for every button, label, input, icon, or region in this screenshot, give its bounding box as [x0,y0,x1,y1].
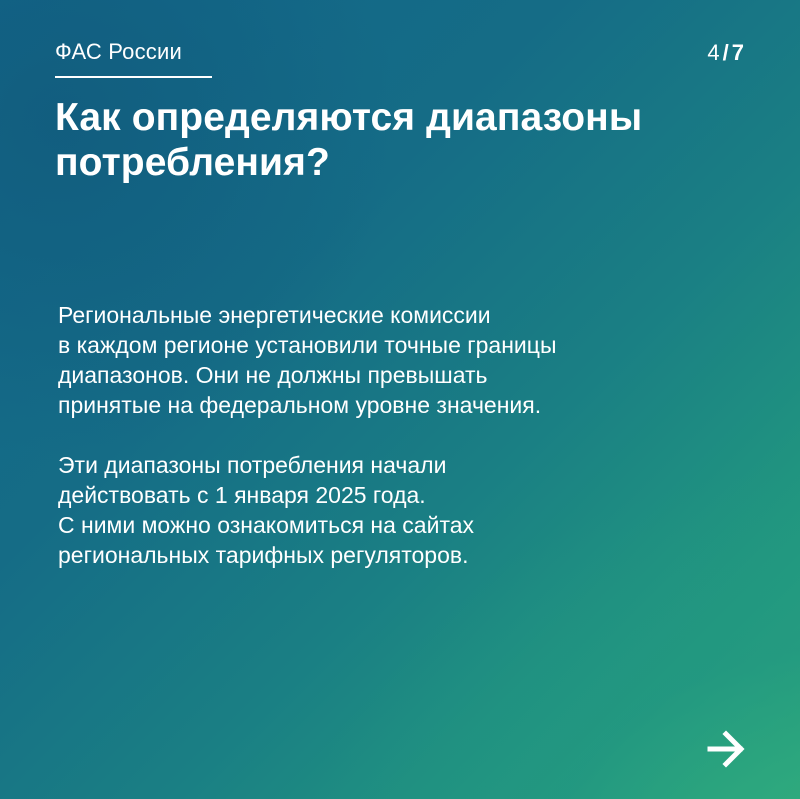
slide-title [55,95,755,185]
body-line: Эти диапазоны потребления начали [58,452,447,478]
title-line: Как определяются диапазоны [55,96,643,139]
body-line: С ними можно ознакомиться на сайтах [58,512,475,538]
next-slide-button[interactable] [704,727,748,771]
body-paragraph [58,300,758,420]
page-total: 7 [731,40,744,65]
slide-body [58,300,758,570]
body-line: Региональные энергетические комиссии [58,302,491,328]
body-line: в каждом регионе установили точные границы [58,332,557,358]
body-line: действовать с 1 января 2025 года. [58,482,426,508]
body-paragraph [58,450,758,570]
brand-underline [55,76,212,78]
brand-label: ФАС России [55,39,182,64]
page-current: 4 [707,40,720,65]
body-line: диапазонов. Они не должны превышать [58,362,488,388]
title-line: потребления? [55,141,330,184]
body-line: региональных тарифных регуляторов. [58,542,469,568]
body-line: принятые на федеральном уровне значения. [58,392,542,418]
page-separator: / [722,40,729,65]
page-indicator [707,38,744,68]
arrow-right-icon [704,727,748,771]
